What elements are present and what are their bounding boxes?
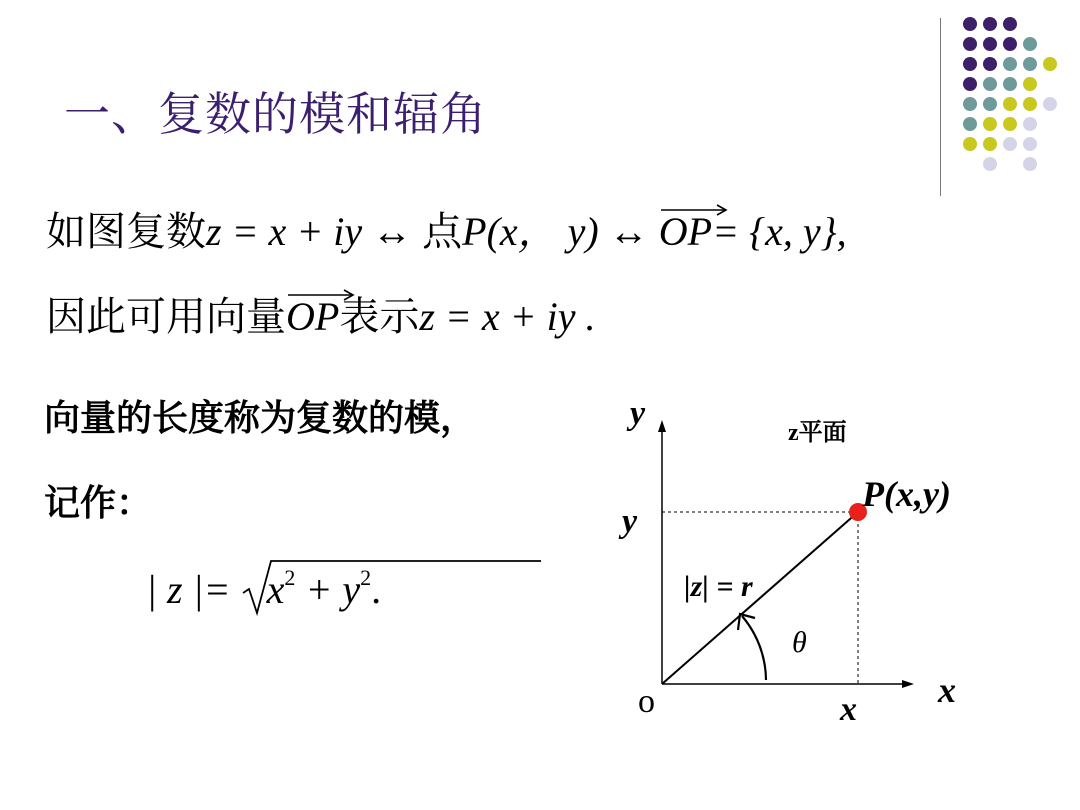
formula-exp-1: 2 [284, 565, 296, 590]
decorative-dot [1023, 97, 1037, 111]
line2-mid: 表示 [339, 294, 420, 339]
decorative-dot [963, 17, 977, 31]
decorative-dot [963, 57, 977, 71]
decorative-dot [963, 137, 977, 151]
slide-title: 一、复数的模和辐角 [64, 87, 487, 141]
line1-point: P(x， y) ↔ [462, 209, 649, 254]
decorative-dot [1003, 137, 1017, 151]
line2-equation: z = x + iy . [419, 294, 596, 339]
angle-arc [742, 616, 766, 680]
x-axis-arrow-icon [902, 680, 914, 688]
formula-x: x [266, 567, 285, 612]
decorative-dot [983, 137, 997, 151]
line1-set: = {x, y}, [712, 209, 847, 254]
decorative-dot [1043, 57, 1057, 71]
sqrt-expression [241, 565, 382, 613]
formula-plus-y: + y [295, 567, 361, 612]
y-tick-label: y [622, 503, 638, 540]
modulus-label: |z| = r [684, 570, 753, 603]
decorative-dot [963, 77, 977, 91]
line1-prefix: 如图复数 [46, 209, 206, 254]
text-line-1 [46, 200, 847, 257]
y-axis-arrow-icon [658, 420, 666, 432]
vector-arrow-icon [659, 202, 731, 218]
line1-equation: z = x + iy ↔ [206, 209, 413, 254]
plane-label: z平面 [788, 420, 847, 446]
decorative-dot [1043, 97, 1057, 111]
decorative-dot [1003, 37, 1017, 51]
x-axis-label: x [938, 670, 956, 710]
decorative-dot-grid [950, 10, 1060, 180]
decorative-dot [983, 97, 997, 111]
y-axis-label: y [630, 395, 646, 432]
line2-vector [286, 293, 339, 340]
decorative-dot [963, 37, 977, 51]
decorative-dot [983, 37, 997, 51]
formula-exp-2: 2 [360, 565, 372, 590]
decorative-dot [1023, 117, 1037, 131]
text-line-4: 记作： [44, 483, 153, 524]
decorative-dot [1003, 77, 1017, 91]
decorative-dot [1023, 37, 1037, 51]
decorative-dot [983, 17, 997, 31]
sqrt-sign-icon [241, 553, 541, 623]
decorative-dot [1003, 57, 1017, 71]
decorative-dot [983, 117, 997, 131]
decorative-dot [963, 97, 977, 111]
vector-arrow-icon [286, 287, 358, 303]
decorative-dot [1023, 77, 1037, 91]
angle-label: θ [792, 626, 807, 659]
line2-vector-label: OP [286, 294, 340, 339]
decorative-dot [1003, 97, 1017, 111]
line2-prefix: 因此可用向量 [46, 294, 286, 339]
complex-plane-diagram [600, 390, 1060, 740]
decorative-dot [983, 57, 997, 71]
point-label: P(x,y) [862, 474, 951, 514]
decorative-dot [983, 77, 997, 91]
line1-vector [659, 208, 712, 255]
text-line-2 [46, 285, 596, 342]
decorative-dot [1023, 137, 1037, 151]
x-tick-label: x [840, 691, 857, 728]
line1-vector-label: OP [658, 209, 713, 254]
decorative-dot [1023, 57, 1037, 71]
decorative-dot [1023, 157, 1037, 171]
line1-point-word: 点 [422, 209, 463, 254]
decorative-dot [1003, 117, 1017, 131]
decorative-dot [983, 157, 997, 171]
formula-left: | z |= [146, 567, 231, 612]
modulus-formula [146, 565, 381, 613]
title-divider [940, 18, 941, 196]
text-line-3: 向量的长度称为复数的模， [44, 398, 477, 439]
formula-end: . [371, 567, 382, 612]
origin-label: o [638, 683, 655, 720]
decorative-dot [963, 117, 977, 131]
decorative-dot [1003, 17, 1017, 31]
